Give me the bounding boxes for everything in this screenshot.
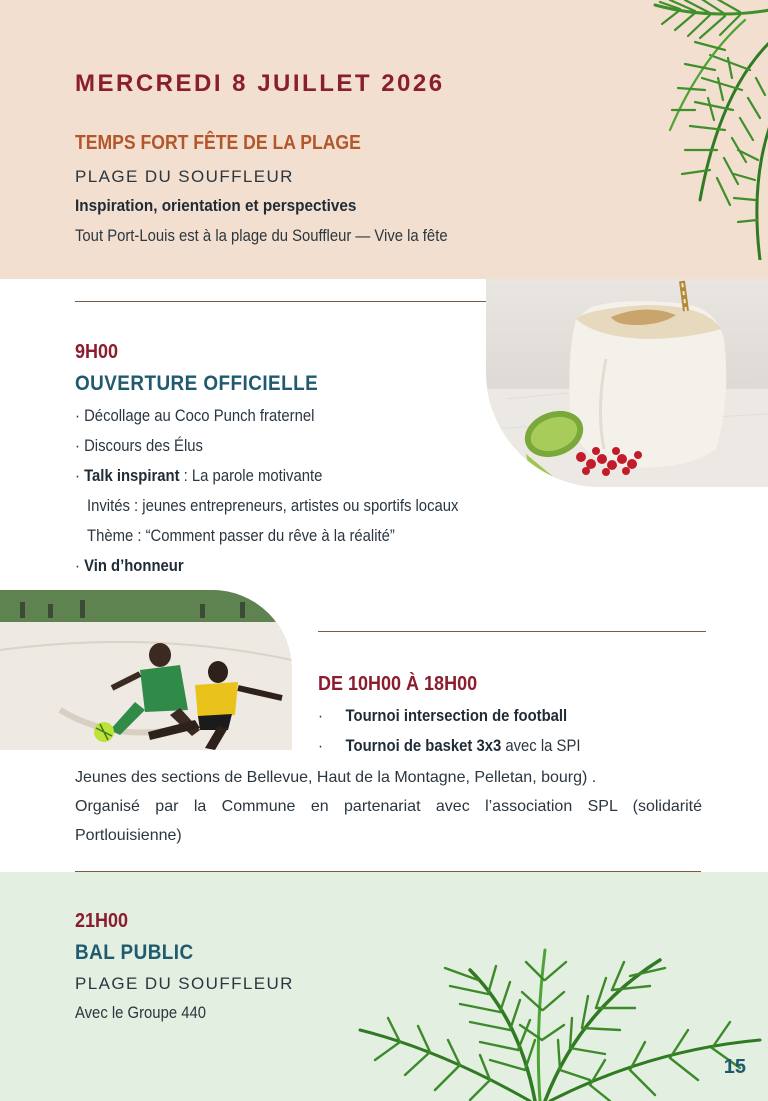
divider [75, 871, 701, 872]
list-item: · Discours des Élus [75, 437, 203, 455]
beach-football-photo [0, 590, 292, 750]
page-number: 15 [723, 1056, 746, 1078]
evening-detail: Avec le Groupe 440 [75, 1004, 206, 1022]
square-bullet-icon: · [318, 737, 323, 755]
square-bullet-icon: · [75, 557, 80, 575]
date-heading: MERCREDI 8 JUILLET 2026 [75, 70, 445, 97]
guests-line: Invités : jeunes entrepreneurs, artistes ou sportifs locaux [87, 497, 459, 515]
square-bullet-icon: · [75, 467, 80, 485]
event-title: TEMPS FORT FÊTE DE LA PLAGE [75, 132, 361, 154]
paragraph-line: Jeunes des sections de Bellevue, Haut de la Montagne, Pelletan, bourg) . [75, 769, 597, 786]
evening-title: BAL PUBLIC [75, 941, 194, 964]
square-bullet-icon: · [75, 407, 80, 425]
palm-leaf-top-illustration [560, 0, 768, 260]
palm-tree-bottom-illustration [320, 930, 768, 1101]
tagline: Tout Port-Louis est à la plage du Souffleur — Vive la fête [75, 227, 448, 245]
evening-time: 21H00 [75, 910, 129, 932]
list-item: · Tournoi intersection de football [318, 701, 567, 731]
list-item: · Talk inspirant : La parole motivante [75, 467, 323, 485]
evening-venue: PLAGE DU SOUFFLEUR [75, 974, 294, 993]
opening-time: 9H00 [75, 341, 119, 363]
afternoon-time: DE 10H00 À 18H00 [318, 673, 478, 695]
divider [318, 631, 706, 632]
paragraph-line: Organisé par la Commune en partenariat avec l’association SPL (solidarité Portlouisienne) [75, 798, 702, 844]
opening-title: OUVERTURE OFFICIELLE [75, 372, 319, 395]
organisation-paragraph [75, 763, 702, 850]
divider [75, 301, 486, 302]
list-item: · Tournoi de basket 3x3 avec la SPI [318, 731, 580, 761]
theme-line: Inspiration, orientation et perspectives [75, 196, 357, 215]
topic-line: Thème : “Comment passer du rêve à la réalité” [87, 527, 395, 545]
square-bullet-icon: · [75, 437, 80, 455]
square-bullet-icon: · [318, 707, 323, 725]
list-item: · Vin d’honneur [75, 557, 184, 575]
coconut-drink-photo [486, 279, 768, 487]
venue-label: PLAGE DU SOUFFLEUR [75, 167, 294, 186]
list-item: · Décollage au Coco Punch fraternel [75, 407, 315, 425]
